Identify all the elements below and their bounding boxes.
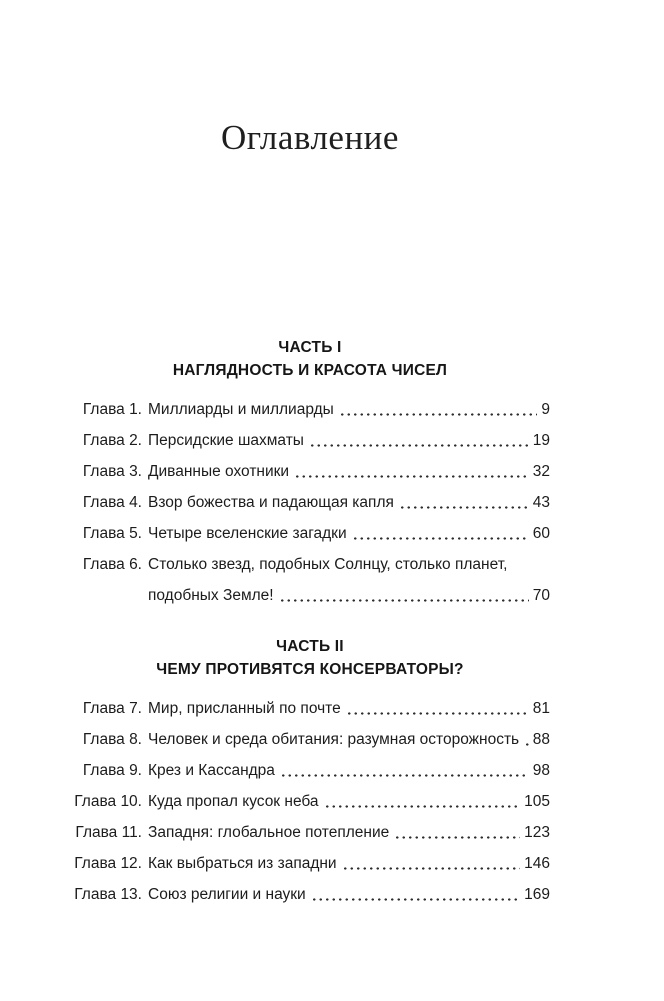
chapter-title: Столько звезд, подобных Солнцу, столько планет, [148,556,508,573]
part-title: НАГЛЯДНОСТЬ И КРАСОТА ЧИСЕЛ [172,362,448,379]
chapter-label: Глава 2. [82,432,142,449]
chapter-title: Четыре вселенские загадки [148,525,347,542]
dot-leader [294,462,529,481]
toc-entry [70,419,550,450]
chapter-label: Глава 12. [74,855,142,872]
part-section-1 [70,336,550,605]
chapter-label: Глава 5. [82,525,142,542]
chapter-title: Диванные охотники [148,463,290,480]
chapter-page-number: 123 [524,824,550,841]
dot-leader [352,524,529,543]
page-title: Оглавление [221,118,399,157]
dot-leader [311,885,520,904]
chapter-label: Глава 11. [75,824,142,841]
chapter-page-number: 32 [532,463,550,480]
chapter-label: Глава 7. [82,700,142,717]
dot-leader [279,586,529,605]
chapter-title: Как выбраться из западни [148,855,337,872]
toc-entry [70,388,550,419]
part-section-2 [70,635,550,904]
chapter-label: Глава 6. [82,556,142,573]
chapter-page-number: 105 [524,793,550,810]
part-heading [70,635,550,681]
chapter-title: Западня: глобальное потепление [148,824,390,841]
dot-leader [342,854,521,873]
dot-leader [524,730,529,749]
chapter-title: Человек и среда обитания: разумная осторожность [148,731,520,748]
chapter-page-number: 19 [532,432,550,449]
toc-entry [70,749,550,780]
chapter-page-number: 81 [532,700,550,717]
dot-leader [280,761,529,780]
chapter-page-number: 88 [532,731,550,748]
chapter-label: Глава 4. [82,494,142,511]
chapter-title: Миллиарды и миллиарды [148,401,334,418]
toc-entry [70,512,550,543]
toc-entry [70,718,550,749]
toc-entry [70,780,550,811]
chapter-title-line2: подобных Земле! [148,587,274,604]
chapter-title: Взор божества и падающая капля [148,494,394,511]
chapter-page-number: 169 [524,886,550,903]
toc-content [70,0,550,904]
toc-entry [70,687,550,718]
chapter-page-number: 9 [541,401,550,418]
toc-entry [70,842,550,873]
dot-leader [324,792,521,811]
part-heading [70,336,550,382]
chapter-title: Крез и Кассандра [148,762,275,779]
toc-entry [70,543,550,574]
dot-leader [339,400,538,419]
chapter-page-number: 43 [532,494,550,511]
chapter-label: Глава 8. [82,731,142,748]
dot-leader [346,699,529,718]
part-label: ЧАСТЬ I [278,339,342,356]
chapter-page-number: 60 [532,525,550,542]
dot-leader [309,431,529,450]
part-title: ЧЕМУ ПРОТИВЯТСЯ КОНСЕРВАТОРЫ? [156,661,464,678]
toc-entry [70,811,550,842]
toc-entry [70,450,550,481]
toc-entry [70,873,550,904]
toc-entry-continuation [70,574,550,605]
part-label: ЧАСТЬ II [276,638,344,655]
chapter-title: Союз религии и науки [148,886,306,903]
chapter-label: Глава 13. [74,886,142,903]
chapter-page-number: 98 [532,762,550,779]
dot-leader [399,493,529,512]
chapter-label: Глава 3. [82,463,142,480]
dot-leader [394,823,520,842]
toc-entry [70,481,550,512]
chapter-title: Персидские шахматы [148,432,304,449]
chapter-label: Глава 9. [82,762,142,779]
chapter-label: Глава 1. [82,401,142,418]
chapter-page-number: 70 [532,587,550,604]
chapter-title: Мир, присланный по почте [148,700,341,717]
chapter-title: Куда пропал кусок неба [148,793,319,810]
chapter-page-number: 146 [524,855,550,872]
chapter-label: Глава 10. [74,793,142,810]
